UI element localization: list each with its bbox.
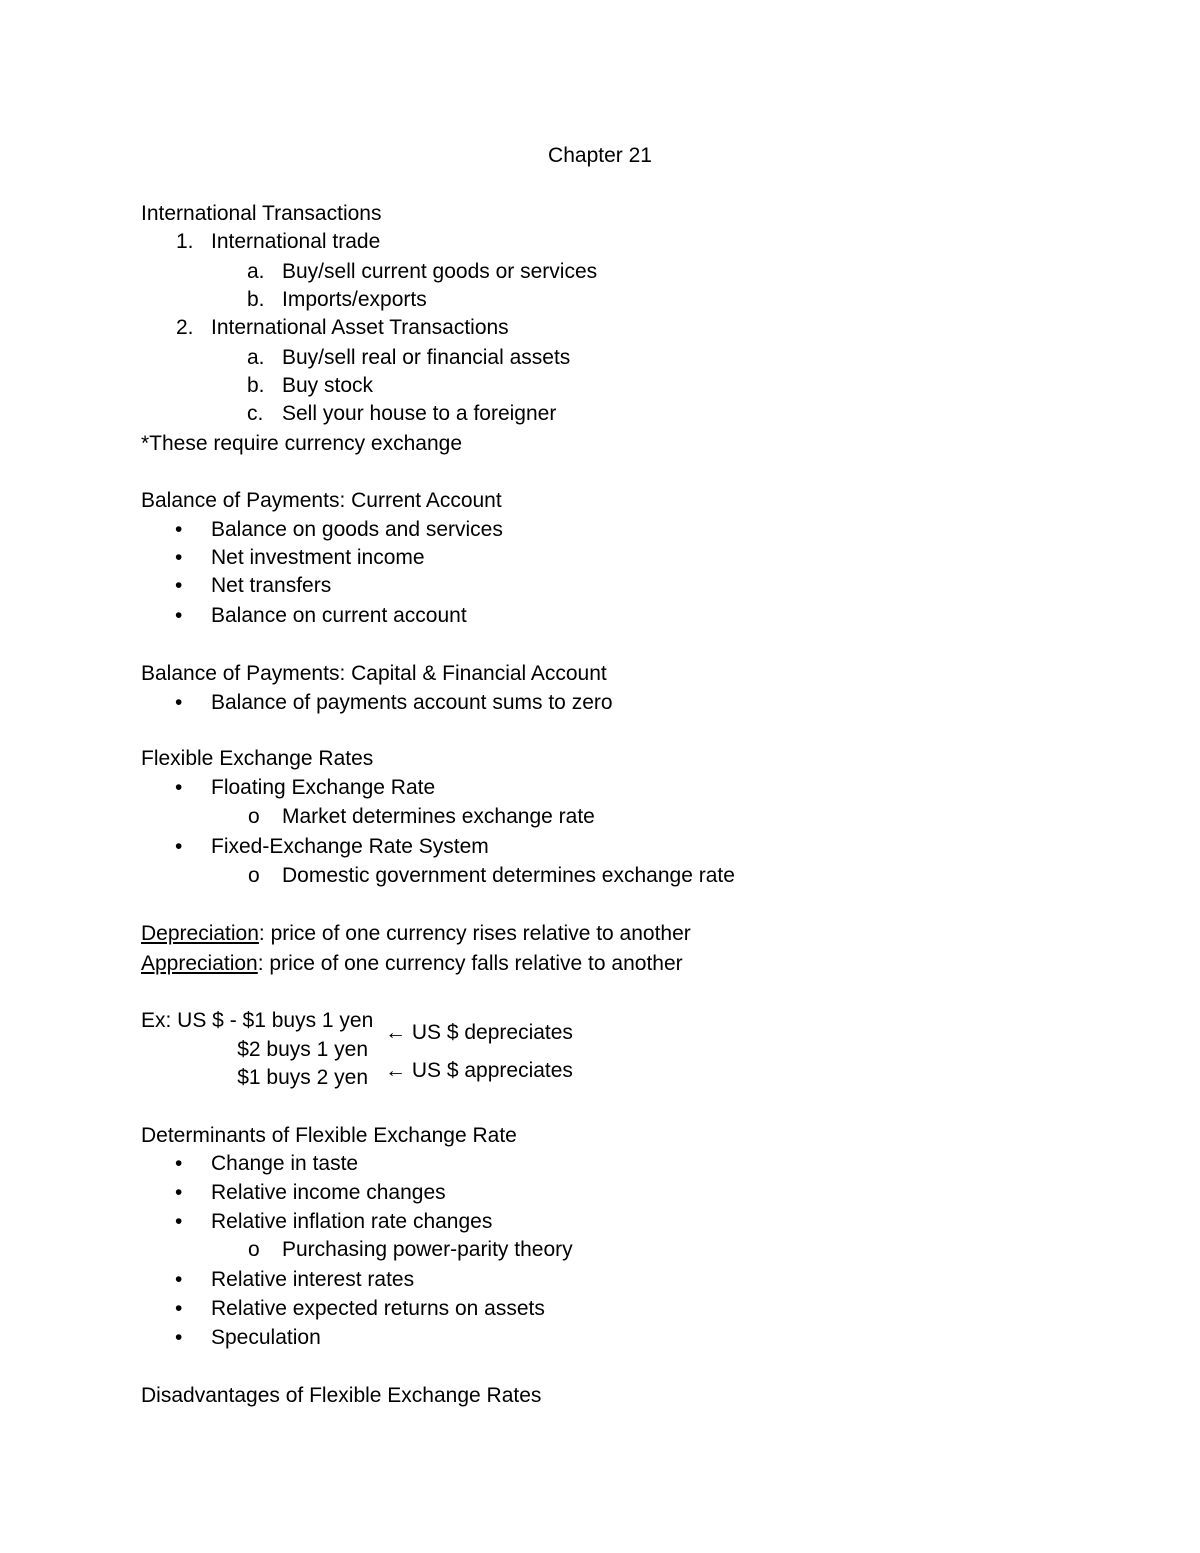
section-heading-current-account: Balance of Payments: Current Account xyxy=(141,489,502,512)
bullet-icon: • xyxy=(175,574,183,597)
definition-depreciation xyxy=(141,920,691,948)
example-note xyxy=(385,1057,573,1085)
note-text: US $ appreciates xyxy=(411,1059,573,1082)
sub-list-item: Sell your house to a foreigner xyxy=(282,402,557,425)
bullet-icon: • xyxy=(175,1297,183,1320)
left-arrow-icon: ← xyxy=(385,1021,406,1044)
page-title: Chapter 21 xyxy=(548,144,652,167)
bullet-icon: • xyxy=(175,1326,183,1349)
term-depreciation: Depreciation xyxy=(141,922,259,945)
bullet-icon: • xyxy=(175,835,183,858)
bullet-item: Balance on goods and services xyxy=(211,518,503,541)
bullet-item: Net transfers xyxy=(211,574,332,597)
section-heading-disadvantages: Disadvantages of Flexible Exchange Rates xyxy=(141,1384,542,1407)
bullet-icon: • xyxy=(175,1152,183,1175)
example-line: Ex: US $ - $1 buys 1 yen xyxy=(141,1009,374,1032)
example-note xyxy=(385,1019,573,1047)
circle-bullet-icon: o xyxy=(248,805,260,828)
sub-bullet-item: Market determines exchange rate xyxy=(282,805,595,828)
bullet-item: Change in taste xyxy=(211,1152,359,1175)
section-heading-flexible-rates: Flexible Exchange Rates xyxy=(141,747,374,770)
bullet-item: Floating Exchange Rate xyxy=(211,776,436,799)
bullet-item: Relative expected returns on assets xyxy=(211,1297,545,1320)
definition-appreciation xyxy=(141,950,683,978)
section-heading-determinants: Determinants of Flexible Exchange Rate xyxy=(141,1124,517,1147)
list-letter: b. xyxy=(247,374,265,397)
section-heading-international: International Transactions xyxy=(141,202,382,225)
bullet-item: Relative income changes xyxy=(211,1181,446,1204)
bullet-icon: • xyxy=(175,604,183,627)
example-line: $1 buys 2 yen xyxy=(237,1066,368,1089)
bullet-icon: • xyxy=(175,776,183,799)
list-number: 2. xyxy=(176,316,194,339)
definition-text: : price of one currency rises relative to another xyxy=(258,922,691,945)
left-arrow-icon: ← xyxy=(385,1059,406,1082)
bullet-icon: • xyxy=(175,691,183,714)
circle-bullet-icon: o xyxy=(248,864,260,887)
sub-list-item: Imports/exports xyxy=(282,288,427,311)
sub-bullet-item: Domestic government determines exchange rate xyxy=(282,864,735,887)
list-number: 1. xyxy=(176,230,194,253)
sub-list-item: Buy stock xyxy=(282,374,374,397)
circle-bullet-icon: o xyxy=(248,1238,260,1261)
list-item: International Asset Transactions xyxy=(211,316,509,339)
term-appreciation: Appreciation xyxy=(141,952,258,975)
list-letter: c. xyxy=(247,402,264,425)
note-text: US $ depreciates xyxy=(411,1021,573,1044)
list-letter: b. xyxy=(247,288,265,311)
list-letter: a. xyxy=(247,260,265,283)
bullet-icon: • xyxy=(175,1210,183,1233)
example-line: $2 buys 1 yen xyxy=(237,1038,368,1061)
bullet-icon: • xyxy=(175,1268,183,1291)
definition-text: : price of one currency falls relative to another xyxy=(257,952,683,975)
bullet-item: Relative inflation rate changes xyxy=(211,1210,493,1233)
sub-list-item: Buy/sell real or financial assets xyxy=(282,346,571,369)
list-letter: a. xyxy=(247,346,265,369)
bullet-icon: • xyxy=(175,546,183,569)
sub-bullet-item: Purchasing power-parity theory xyxy=(282,1238,573,1261)
sub-list-item: Buy/sell current goods or services xyxy=(282,260,598,283)
bullet-item: Fixed-Exchange Rate System xyxy=(211,835,489,858)
bullet-item: Relative interest rates xyxy=(211,1268,415,1291)
bullet-item: Net investment income xyxy=(211,546,425,569)
note: *These require currency exchange xyxy=(141,432,463,455)
bullet-item: Balance of payments account sums to zero xyxy=(211,691,613,714)
bullet-icon: • xyxy=(175,1181,183,1204)
section-heading-capital-account: Balance of Payments: Capital & Financial Account xyxy=(141,662,607,685)
bullet-item: Balance on current account xyxy=(211,604,467,627)
list-item: International trade xyxy=(211,230,381,253)
bullet-item: Speculation xyxy=(211,1326,321,1349)
bullet-icon: • xyxy=(175,518,183,541)
